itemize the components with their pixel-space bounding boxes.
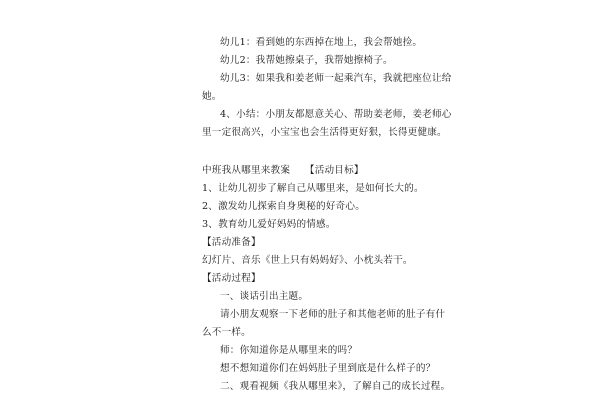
text-line: 二、观看视频《我从哪里来》，了解自己的成长过程。 xyxy=(220,381,451,392)
text-line: 幼儿1：看到她的东西掉在地上，我会帮她捡。 xyxy=(220,37,423,48)
text-line: 1、让幼儿初步了解自己从哪里来，是如何长大的。 xyxy=(202,183,424,194)
text-line: 么不一样。 xyxy=(202,327,251,338)
text-line: 想不想知道你们在妈妈肚子里到底是什么样子的？ xyxy=(220,363,436,374)
text-line: 请小朋友观察一下老师的肚子和其他老师的肚子有什 xyxy=(220,309,446,320)
text-line: 师：你知道你是从哪里来的吗？ xyxy=(220,345,358,356)
text-line: 幼儿2：我帮她擦桌子，我帮她擦椅子。 xyxy=(220,55,393,66)
text-line: 她。 xyxy=(202,91,222,102)
section-heading: 【活动准备】 xyxy=(202,237,261,248)
text-line: 3、教育幼儿爱好妈妈的情感。 xyxy=(202,219,336,230)
text-line: 一、谈话引出主题。 xyxy=(220,291,309,302)
text-line: 里一定很高兴，小宝宝也会生活得更好狠，长得更健康。 xyxy=(202,127,447,138)
text-line: 4、小结：小朋友都愿意关心、帮助姜老师，姜老师心 xyxy=(220,109,452,120)
section-heading: 【活动过程】 xyxy=(202,273,261,284)
text-line: 幻灯片、音乐《世上只有妈妈好》、小枕头若干。 xyxy=(202,255,413,266)
text-line: 2、激发幼儿探索自身奥秘的好奇心。 xyxy=(202,201,366,212)
text-line: 幼儿3：如果我和姜老师一起乘汽车，我就把座位让给 xyxy=(220,73,452,84)
lesson-title: 中班我从哪里来教案 【活动目标】 xyxy=(202,165,364,176)
